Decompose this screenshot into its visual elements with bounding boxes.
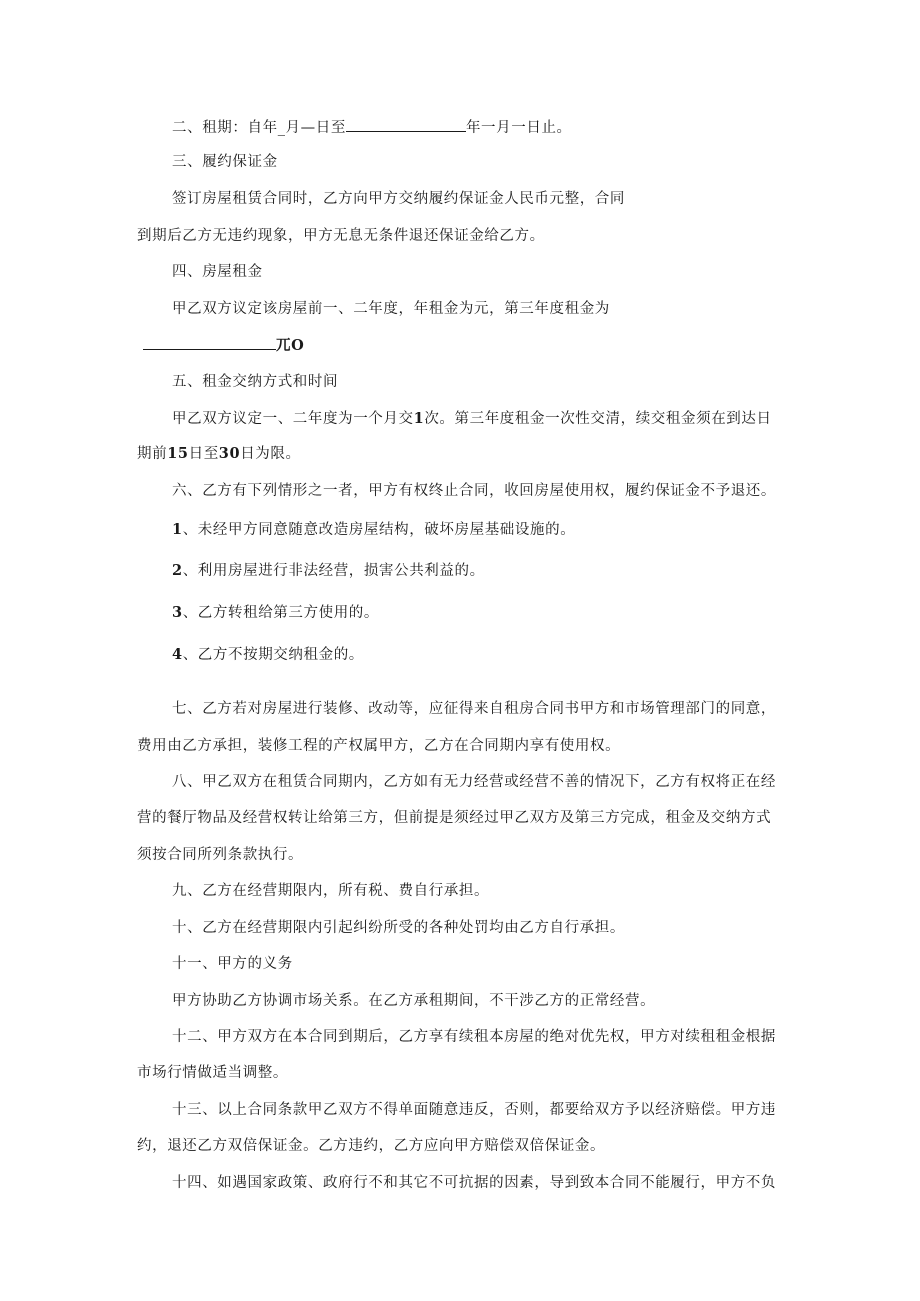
clause-3-text-2: 到期后乙方无违约现象，甲方无息无条件退还保证金给乙方。 (137, 228, 545, 244)
clause-3-heading: 三、履约保证金 (172, 154, 278, 170)
clause-4-text-2 (143, 335, 304, 356)
deadline-from: 15 (167, 445, 189, 462)
payment-text-b: 次。第三年度租金一次性交清，续交租金须在到达日 (424, 411, 772, 427)
item-4-text: 、乙方不按期交纳租金的。 (182, 647, 364, 663)
lease-term-text-end: 年一月一日止。 (465, 120, 572, 136)
clause-2-lease-term (172, 117, 572, 138)
clause-4-heading: 四、房屋租金 (172, 264, 263, 280)
clause-5-text-2 (137, 444, 301, 464)
clause-7-text-2: 费用由乙方承担，装修工程的产权属甲方，乙方在合同期内享有使用权。 (137, 738, 621, 754)
item-2-number: 2 (172, 562, 183, 579)
clause-7-text-1: 七、乙方若对房屋进行装修、改动等，应征得来自租房合同书甲方和市场管理部门的同意， (172, 701, 776, 717)
clause-12-text-1: 十二、甲方双方在本合同到期后，乙方享有续租本房屋的绝对优先权，甲方对续租租金根据 (172, 1029, 776, 1045)
clause-11-text: 甲方协助乙方协调市场关系。在乙方承租期间，不干涉乙方的正常经营。 (172, 993, 656, 1009)
clause-6-item-2 (172, 561, 485, 581)
clause-12-text-2: 市场行情做适当调整。 (137, 1065, 288, 1081)
clause-6-heading: 六、乙方有下列情形之一者，甲方有权终止合同，收回房屋使用权，履约保证金不予退还。 (172, 483, 776, 499)
item-1-number: 1 (172, 521, 183, 538)
rent-unit: 兀O (276, 337, 305, 354)
item-3-text: 、乙方转租给第三方使用的。 (182, 605, 380, 621)
clause-5-text-1 (172, 409, 772, 429)
deadline-text-c: 日为限。 (240, 446, 301, 462)
clause-13-text-2: 约，退还乙方双倍保证金。乙方违约，乙方应向甲方赔偿双倍保证金。 (137, 1138, 606, 1154)
lease-term-blank (346, 117, 466, 132)
item-2-text: 、利用房屋进行非法经营，损害公共利益的。 (182, 563, 485, 579)
payment-text-a: 甲乙双方议定一、二年度为一个月交 (172, 411, 414, 427)
clause-13-text-1: 十三、以上合同条款甲乙双方不得单面随意违反，否则，都要给双方予以经济赔偿。甲方违 (172, 1102, 776, 1118)
item-4-number: 4 (172, 646, 183, 663)
item-3-number: 3 (172, 604, 183, 621)
clause-8-text-1: 八、甲乙双方在租赁合同期内，乙方如有无力经营或经营不善的情况下，乙方有权将正在经 (172, 774, 776, 790)
clause-5-heading: 五、租金交纳方式和时间 (172, 374, 339, 390)
clause-10-text: 十、乙方在经营期限内引起纠纷所受的各种处罚均由乙方自行承担。 (172, 920, 625, 936)
clause-6-item-1 (172, 520, 575, 540)
item-1-text: 、未经甲方同意随意改造房屋结构，破坏房屋基础设施的。 (182, 522, 576, 538)
clause-14-text-1: 十四、如遇国家政策、政府行不和其它不可抗据的因素，导到致本合同不能履行，甲方不负 (172, 1175, 776, 1191)
rent-blank (143, 335, 276, 350)
clause-9-text: 九、乙方在经营期限内，所有税、费自行承担。 (172, 883, 490, 899)
clause-8-text-3: 须按合同所列条款执行。 (137, 847, 304, 863)
clause-8-text-2: 营的餐厅物品及经营权转让给第三方，但前提是须经过甲乙双方及第三方完成，租金及交纳方式 (137, 810, 772, 826)
deadline-text-b: 日至 (188, 446, 219, 462)
clause-11-heading: 十一、甲方的义务 (172, 956, 293, 972)
lease-term-text-start: 二、租期：自年_月—日至 (172, 120, 346, 136)
payment-count: 1 (413, 410, 425, 427)
clause-6-item-4 (172, 645, 364, 665)
deadline-text-a: 期前 (137, 446, 168, 462)
clause-4-text-1: 甲乙双方议定该房屋前一、二年度，年租金为元，第三年度租金为 (172, 301, 610, 317)
clause-3-text-1: 签订房屋租赁合同时，乙方向甲方交纳履约保证金人民币元整，合同 (172, 191, 625, 207)
deadline-to: 30 (218, 445, 241, 462)
clause-6-item-3 (172, 603, 379, 623)
